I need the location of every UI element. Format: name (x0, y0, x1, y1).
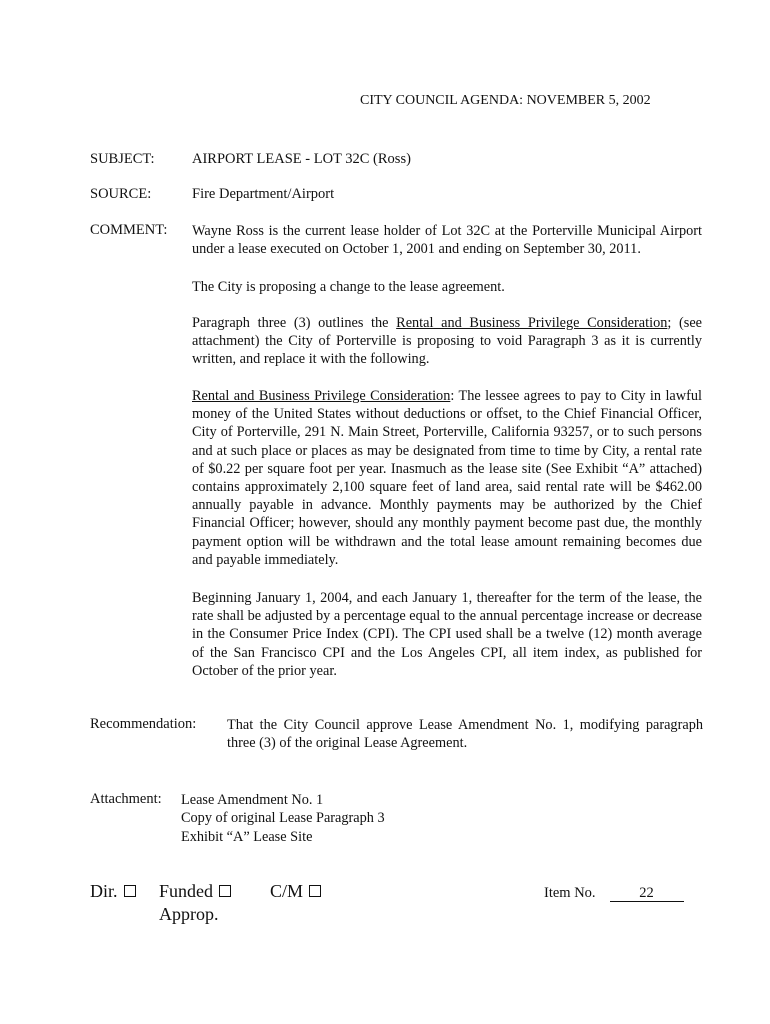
comment-paragraph-4 (192, 387, 702, 569)
funded-checkbox[interactable] (219, 885, 231, 897)
attachment-item: Lease Amendment No. 1 (181, 792, 324, 808)
dir-field (90, 881, 136, 902)
item-number-value: 22 (610, 885, 684, 902)
comment-p4-text: : The lessee agrees to pay to City in lawful money of the United States without deductions or offset, to the Chief Financial Officer, City of Porterville, 291 N. Main Street, Porterville, California 93257, or to such persons and at such place or places as may be designated from time to time by City, a rental rate of $0.22 per square foot per year. Inasmuch as the lease site (See Exhibit “A” attached) contains approximately 2,100 square feet of land area, said rental rate will be $462.00 annually payable in advance. Monthly payments may be authorized by the Chief Financial Officer; however, should any monthly payment become past due, the monthly payment option will be withdrawn and the total lease amount remaining becomes due and payable immediately. (192, 388, 702, 568)
subject-label: SUBJECT: (90, 151, 155, 167)
recommendation-label: Recommendation: (90, 716, 197, 732)
comment-p5-text: Beginning January 1, 2004, and each January 1, thereafter for the term of the lease, the rate shall be adjusted by a percentage equal to the annual percentage increase or decrease in the Consumer Price Index (CPI). The CPI used shall be a twelve (12) month average of the San Francisco CPI and the Los Angeles CPI, all item index, as published for October of the prior year. (192, 590, 702, 679)
source-value: Fire Department/Airport (192, 186, 335, 202)
attachment-item: Copy of original Lease Paragraph 3 (181, 810, 385, 827)
approp-label: Approp. (159, 904, 219, 924)
comment-paragraph-5 (192, 589, 702, 680)
comment-p4-heading: Rental and Business Privilege Consideration (192, 388, 451, 404)
comment-p2-text: The City is proposing a change to the lease agreement. (192, 279, 505, 295)
comment-p3-before: Paragraph three (3) outlines the (192, 315, 397, 331)
dir-label: Dir. (90, 881, 118, 901)
comment-paragraph-3 (192, 314, 702, 369)
source-label: SOURCE: (90, 186, 152, 202)
attachment-item: Exhibit “A” Lease Site (181, 828, 313, 845)
cm-checkbox[interactable] (309, 885, 321, 897)
comment-p3-underlined-term: Rental and Business Privilege Consideration (396, 315, 668, 331)
agenda-header: CITY COUNCIL AGENDA: NOVEMBER 5, 2002 (360, 93, 651, 108)
item-number-field (544, 885, 684, 902)
funded-label: Funded (159, 881, 213, 901)
item-number-label: Item No. (544, 885, 596, 901)
comment-label: COMMENT: (90, 222, 168, 238)
comment-paragraph-1 (192, 222, 702, 258)
cm-field (270, 881, 321, 902)
comment-p1-text: Wayne Ross is the current lease holder of Lot 32C at the Porterville Municipal Airport under a lease executed on October 1, 2001 and ending on September 30, 2011. (192, 223, 702, 258)
dir-checkbox[interactable] (124, 885, 136, 897)
recommendation-text: That the City Council approve Lease Amendment No. 1, modifying paragraph three (3) of the original Lease Agreement. (227, 717, 703, 752)
attachment-list (181, 791, 385, 846)
comment-p3-after: ; (see attachment) the City of Porterville is proposing to void Paragraph 3 as it is currently written, and replace it with the following. (192, 315, 703, 368)
subject-value: AIRPORT LEASE - LOT 32C (Ross) (192, 151, 411, 167)
attachment-label: Attachment: (90, 791, 162, 807)
cm-label: C/M (270, 881, 304, 901)
comment-paragraph-2 (192, 278, 702, 296)
funded-field (159, 881, 231, 902)
